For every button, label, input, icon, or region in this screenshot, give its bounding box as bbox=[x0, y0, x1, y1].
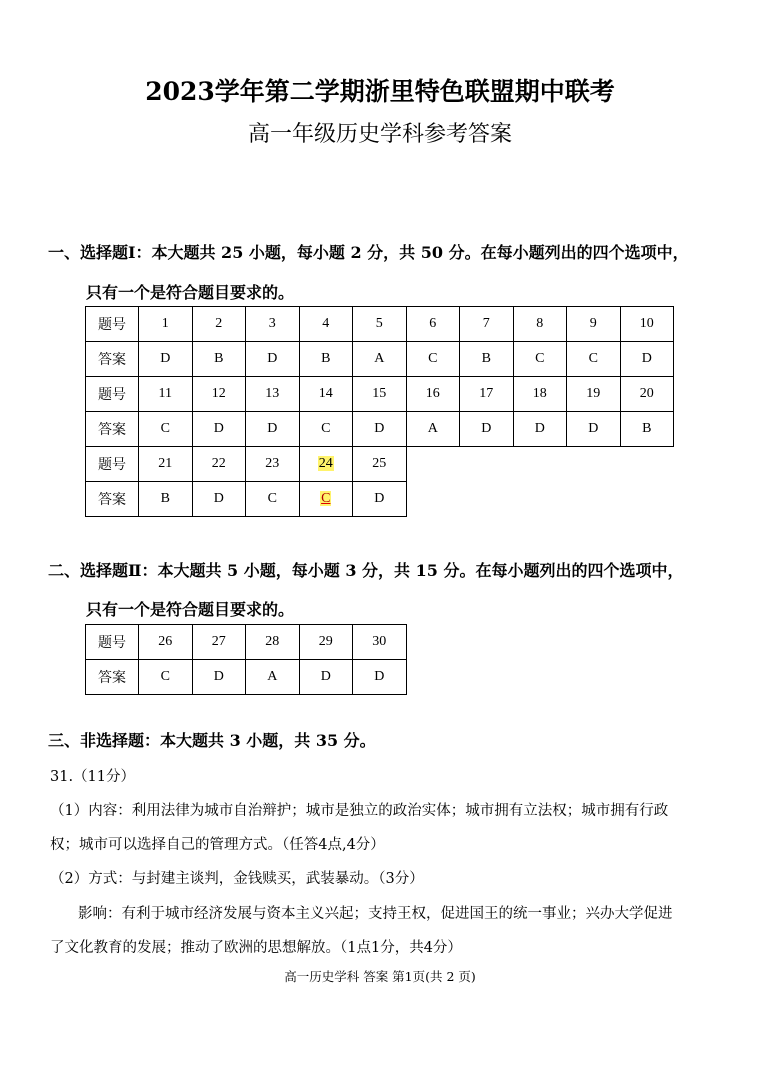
page-footer: 高一历史学科 答案 第1页(共 2 页) bbox=[284, 969, 476, 984]
answer-part3-line1: 影响：有利于城市经济发展与资本主义兴起；支持王权，促进国王的统一事业；兴办大学促进 bbox=[78, 906, 673, 922]
question-number: 27 bbox=[192, 625, 246, 660]
table-row bbox=[86, 307, 674, 342]
question-number-highlighted bbox=[299, 447, 353, 482]
answer-cell: B bbox=[299, 342, 353, 377]
answer-cell: A bbox=[406, 412, 460, 447]
empty-cell bbox=[406, 482, 674, 517]
answer-cell: B bbox=[192, 342, 246, 377]
section2-subheading: 只有一个是符合题目要求的。 bbox=[86, 600, 295, 619]
table-row bbox=[86, 377, 674, 412]
answer-cell: C bbox=[246, 482, 300, 517]
row-label: 题号 bbox=[86, 625, 139, 660]
answer-cell: D bbox=[192, 482, 246, 517]
question-number: 18 bbox=[513, 377, 567, 412]
question-number: 30 bbox=[353, 625, 407, 660]
question-31-label: 31.（11分） bbox=[50, 769, 136, 785]
question-number: 26 bbox=[139, 625, 193, 660]
question-number: 9 bbox=[567, 307, 621, 342]
row-label: 答案 bbox=[86, 412, 139, 447]
empty-cell bbox=[406, 447, 674, 482]
question-number: 22 bbox=[192, 447, 246, 482]
answer-part1-line2: 权；城市可以选择自己的管理方式。（任答4点,4分） bbox=[50, 837, 385, 853]
section1-heading: 一、选择题Ⅰ：本大题共 25 小题，每小题 2 分，共 50 分。在每小题列出的四个选项中， bbox=[48, 243, 689, 262]
question-number: 10 bbox=[620, 307, 674, 342]
section1-subheading: 只有一个是符合题目要求的。 bbox=[86, 283, 295, 302]
answer-cell: D bbox=[353, 660, 407, 695]
answer-cell: A bbox=[246, 660, 300, 695]
answer-part2: （2）方式：与封建主谈判，金钱赎买，武装暴动。（3分） bbox=[50, 871, 424, 887]
row-label: 题号 bbox=[86, 377, 139, 412]
question-number: 15 bbox=[353, 377, 407, 412]
table-row bbox=[86, 412, 674, 447]
answer-cell: D bbox=[192, 412, 246, 447]
answer-cell: D bbox=[246, 412, 300, 447]
question-number: 7 bbox=[460, 307, 514, 342]
answer-cell: D bbox=[567, 412, 621, 447]
section3-heading: 三、非选择题：本大题共 3 小题，共 35 分。 bbox=[48, 731, 376, 750]
question-number: 3 bbox=[246, 307, 300, 342]
answer-cell: C bbox=[567, 342, 621, 377]
answer-cell: B bbox=[620, 412, 674, 447]
section2-heading: 二、选择题Ⅱ：本大题共 5 小题，每小题 3 分，共 15 分。在每小题列出的四个选项中， bbox=[48, 561, 684, 580]
table-row bbox=[86, 482, 674, 517]
question-number: 17 bbox=[460, 377, 514, 412]
table-row bbox=[86, 342, 674, 377]
answer-cell: B bbox=[139, 482, 193, 517]
answer-cell: D bbox=[353, 412, 407, 447]
answer-cell: D bbox=[246, 342, 300, 377]
section1-answer-table bbox=[85, 306, 674, 517]
question-number: 13 bbox=[246, 377, 300, 412]
question-number: 1 bbox=[139, 307, 193, 342]
question-number: 28 bbox=[246, 625, 300, 660]
section2-answer-table bbox=[85, 624, 407, 695]
answer-cell: C bbox=[139, 660, 193, 695]
answer-cell: D bbox=[620, 342, 674, 377]
table-row bbox=[86, 660, 407, 695]
question-number: 14 bbox=[299, 377, 353, 412]
highlighted-answer: C bbox=[321, 491, 331, 506]
question-number: 4 bbox=[299, 307, 353, 342]
row-label: 答案 bbox=[86, 660, 139, 695]
answer-cell: D bbox=[460, 412, 514, 447]
question-number: 25 bbox=[353, 447, 407, 482]
question-number: 5 bbox=[353, 307, 407, 342]
page-title: 2023学年第二学期浙里特色联盟期中联考 bbox=[145, 77, 615, 106]
page-subtitle: 高一年级历史学科参考答案 bbox=[247, 122, 512, 147]
answer-cell: C bbox=[299, 412, 353, 447]
question-number: 29 bbox=[299, 625, 353, 660]
answer-cell: B bbox=[460, 342, 514, 377]
answer-cell: D bbox=[513, 412, 567, 447]
highlighted-number: 24 bbox=[318, 456, 333, 471]
answer-cell: C bbox=[406, 342, 460, 377]
question-number: 21 bbox=[139, 447, 193, 482]
question-number: 6 bbox=[406, 307, 460, 342]
question-number: 23 bbox=[246, 447, 300, 482]
answer-cell: A bbox=[353, 342, 407, 377]
answer-cell: D bbox=[192, 660, 246, 695]
question-number: 12 bbox=[192, 377, 246, 412]
question-number: 8 bbox=[513, 307, 567, 342]
table-row bbox=[86, 625, 407, 660]
row-label: 答案 bbox=[86, 482, 139, 517]
question-number: 16 bbox=[406, 377, 460, 412]
answer-cell: D bbox=[353, 482, 407, 517]
row-label: 答案 bbox=[86, 342, 139, 377]
answer-cell: D bbox=[299, 660, 353, 695]
question-number: 11 bbox=[139, 377, 193, 412]
row-label: 题号 bbox=[86, 447, 139, 482]
answer-cell: D bbox=[139, 342, 193, 377]
row-label: 题号 bbox=[86, 307, 139, 342]
answer-cell: C bbox=[513, 342, 567, 377]
question-number: 19 bbox=[567, 377, 621, 412]
table-row bbox=[86, 447, 674, 482]
answer-cell: C bbox=[139, 412, 193, 447]
question-number: 2 bbox=[192, 307, 246, 342]
answer-cell-highlighted bbox=[299, 482, 353, 517]
answer-part1-line1: （1）内容：利用法律为城市自治辩护；城市是独立的政治实体；城市拥有立法权；城市拥有行政 bbox=[50, 803, 669, 819]
question-number: 20 bbox=[620, 377, 674, 412]
answer-part3-line2: 了文化教育的发展；推动了欧洲的思想解放。（1点1分，共4分） bbox=[50, 940, 462, 956]
